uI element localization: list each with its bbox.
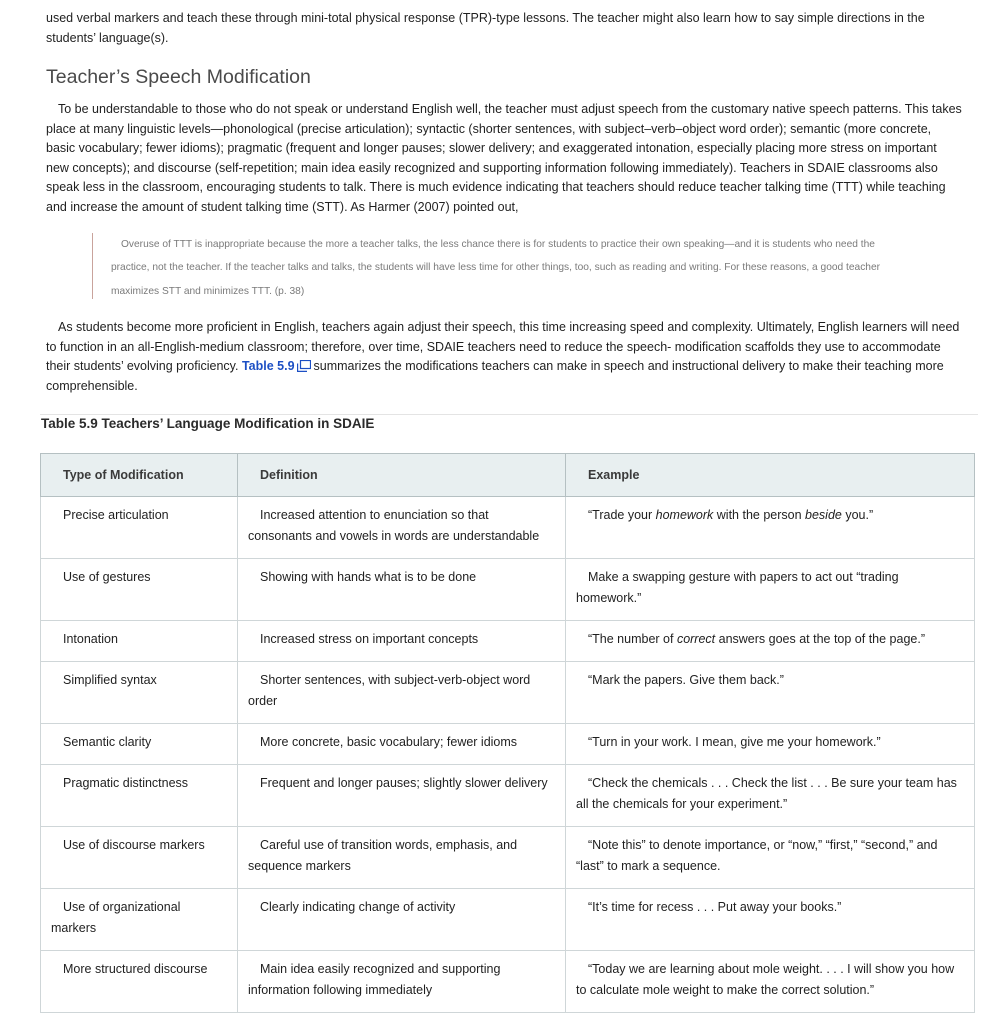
definition-cell: Increased stress on important concepts	[238, 621, 566, 662]
section-heading: Teacher’s Speech Modification	[46, 66, 311, 88]
table-row	[41, 889, 975, 951]
modification-type-cell: Precise articulation	[41, 497, 238, 559]
modification-type-cell: Use of discourse markers	[41, 827, 238, 889]
definition-cell: Clearly indicating change of activity	[238, 889, 566, 951]
blockquote-line-2: practice, not the teacher. If the teacher talks and talks, the students will have less time for other things, too, such as reading and writing. For these reasons, a good teacher	[111, 262, 881, 274]
example-cell: “Check the chemicals . . . Check the list . . . Be sure your team has all the chemicals for your experiment.”	[566, 765, 975, 827]
intro-paragraph-tail: used verbal markers and teach these through mini-total physical response (TPR)-type lessons. The teacher might also learn how to say simple directions in the students’ language(s).	[46, 11, 925, 45]
definition-cell: Shorter sentences, with subject-verb-object word order	[238, 662, 566, 724]
example-cell: “The number of correct answers goes at the top of the page.”	[566, 621, 975, 662]
proficiency-text-after: summarizes the modifications teachers can make in speech and instructional delivery to make their teaching more comprehensible.	[46, 359, 944, 393]
harmer-blockquote	[92, 233, 923, 299]
table-5-9-link[interactable]	[242, 359, 314, 373]
blockquote-line-1: Overuse of TTT is inappropriate because the more a teacher talks, the less chance there is for students to practice their own speaking—and it is students who need the	[121, 239, 875, 250]
definition-cell: Increased attention to enunciation so that consonants and vowels in words are understandable	[238, 497, 566, 559]
table-row	[41, 559, 975, 621]
example-cell: “Note this” to denote importance, or “now,” “first,” “second,” and “last” to mark a sequence.	[566, 827, 975, 889]
modification-type-cell: Use of organizational markers	[41, 889, 238, 951]
table-row	[41, 621, 975, 662]
modification-type-cell: Simplified syntax	[41, 662, 238, 724]
table-row	[41, 951, 975, 1013]
table-body	[41, 497, 975, 1013]
blockquote-line-3: maximizes STT and minimizes TTT. (p. 38)	[111, 285, 305, 297]
header-definition: Definition	[238, 454, 566, 497]
table-caption: Table 5.9 Teachers’ Language Modification in SDAIE	[41, 416, 375, 431]
modification-type-cell: Use of gestures	[41, 559, 238, 621]
header-example: Example	[566, 454, 975, 497]
example-cell: “It’s time for recess . . . Put away your books.”	[566, 889, 975, 951]
example-cell: Make a swapping gesture with papers to act out “trading homework.”	[566, 559, 975, 621]
definition-cell: Main idea easily recognized and supporting information following immediately	[238, 951, 566, 1013]
modification-type-cell: More structured discourse	[41, 951, 238, 1013]
table-link-label: Table 5.9	[241, 359, 295, 373]
table-row	[41, 724, 975, 765]
language-modification-table	[40, 453, 975, 1013]
speech-modification-paragraph: To be understandable to those who do not speak or understand English well, the teacher must adjust speech from the customary native speech patterns. This takes place at many linguistic levels—phonological (precise articulation); syntactic (shorter sentences, with subject–verb–object word order); semantic (more concrete, basic vocabulary; fewer idioms); pragmatic (frequent and longer pauses; slower delivery; and exaggerated intonation, especially placing more stress on important new concepts); and discourse (self-repetition; main idea easily recognized and supporting information following immediately). Teachers in SDAIE classrooms also speak less in the classroom, encouraging students to talk. There is much evidence indicating that teachers should reduce teacher talking time (TTT) while teaching and increase the amount of student talking time (STT). As Harmer (2007) pointed out,	[46, 102, 962, 214]
definition-cell: More concrete, basic vocabulary; fewer idioms	[238, 724, 566, 765]
table-row	[41, 497, 975, 559]
definition-cell: Showing with hands what is to be done	[238, 559, 566, 621]
definition-cell: Frequent and longer pauses; slightly slower delivery	[238, 765, 566, 827]
open-table-icon	[297, 360, 311, 372]
example-cell: “Today we are learning about mole weight. . . . I will show you how to calculate mole weight to make the correct solution.”	[566, 951, 975, 1013]
modification-type-cell: Pragmatic distinctness	[41, 765, 238, 827]
header-type-of-modification: Type of Modification	[41, 454, 238, 497]
proficiency-text-before: As students become more proficient in English, teachers again adjust their speech, this time increasing speed and complexity. Ultimately, English learners will need to function in an all-English-medium classroom; therefore, over time, SDAIE teachers need to reduce the speech- modification scaffolds they use to accommodate their students’ evolving proficiency.	[46, 320, 960, 373]
modification-type-cell: Intonation	[41, 621, 238, 662]
table-row	[41, 662, 975, 724]
table-row	[41, 765, 975, 827]
modification-type-cell: Semantic clarity	[41, 724, 238, 765]
definition-cell: Careful use of transition words, emphasis, and sequence markers	[238, 827, 566, 889]
table-row	[41, 827, 975, 889]
table-header-row	[41, 454, 975, 497]
table-divider	[40, 414, 978, 415]
example-cell: “Turn in your work. I mean, give me your homework.”	[566, 724, 975, 765]
example-cell: “Trade your homework with the person beside you.”	[566, 497, 975, 559]
example-cell: “Mark the papers. Give them back.”	[566, 662, 975, 724]
proficiency-paragraph	[46, 318, 962, 396]
